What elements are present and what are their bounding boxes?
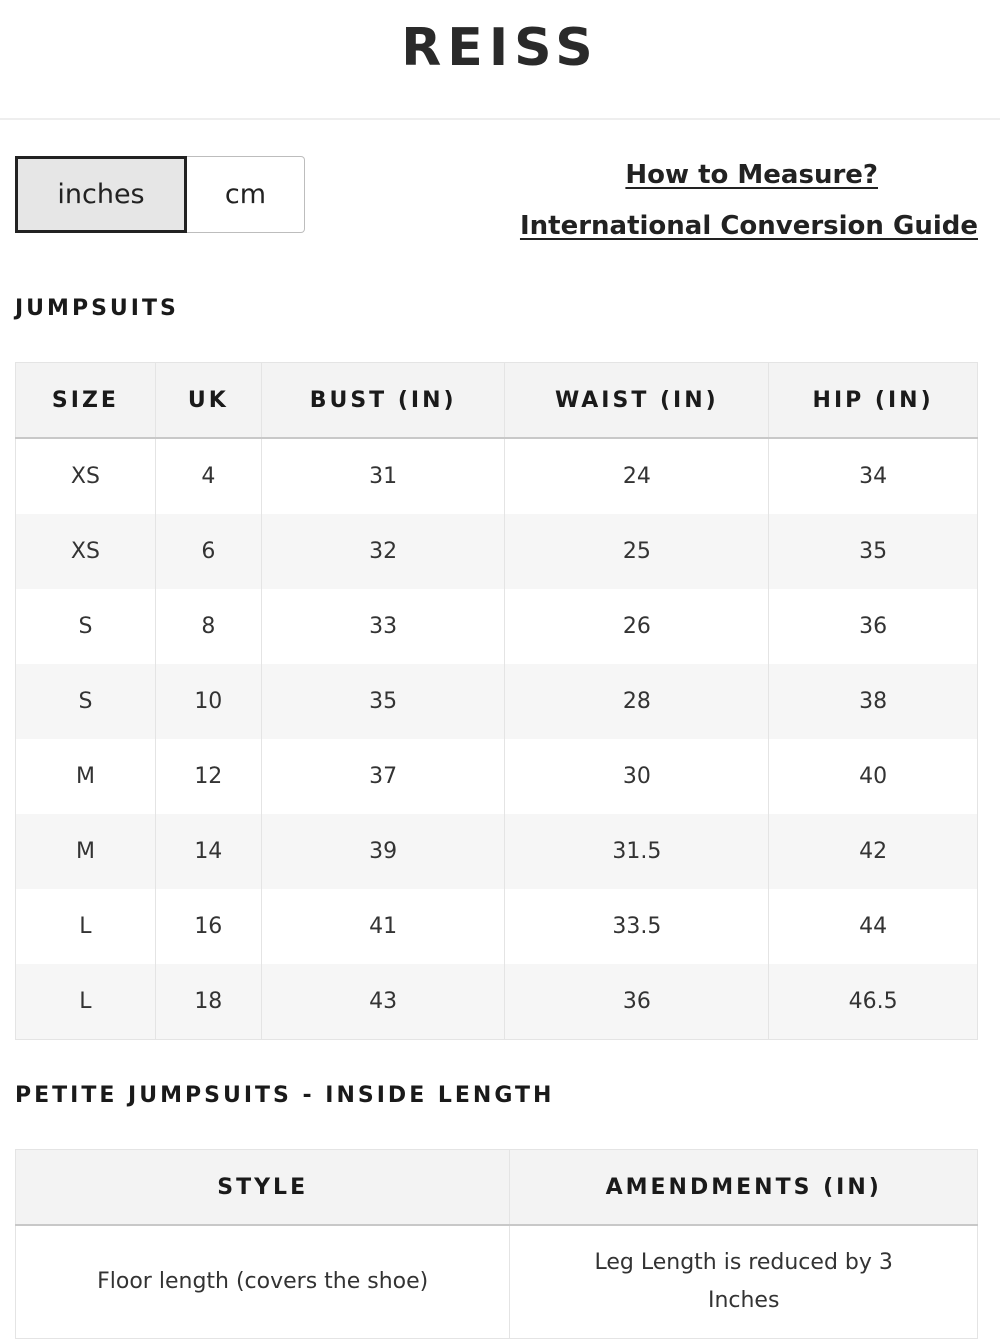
hip-cell: 40 bbox=[769, 739, 978, 814]
hip-cell: 34 bbox=[769, 438, 978, 514]
waist-cell: 28 bbox=[505, 664, 769, 739]
amendment-cell: Leg Length is reduced by 3 Inches bbox=[510, 1225, 978, 1339]
size-cell: L bbox=[16, 889, 156, 964]
uk-cell: 4 bbox=[155, 438, 261, 514]
table-row bbox=[16, 889, 978, 964]
uk-cell: 14 bbox=[155, 814, 261, 889]
bust-cell: 33 bbox=[261, 589, 505, 664]
column-header-style: STYLE bbox=[16, 1150, 510, 1226]
hip-cell: 42 bbox=[769, 814, 978, 889]
uk-cell: 6 bbox=[155, 514, 261, 589]
hip-cell: 35 bbox=[769, 514, 978, 589]
bust-cell: 31 bbox=[261, 438, 505, 514]
waist-cell: 24 bbox=[505, 438, 769, 514]
uk-cell: 12 bbox=[155, 739, 261, 814]
table-row bbox=[16, 589, 978, 664]
bust-cell: 35 bbox=[261, 664, 505, 739]
waist-cell: 31.5 bbox=[505, 814, 769, 889]
uk-cell: 10 bbox=[155, 664, 261, 739]
table-row bbox=[16, 964, 978, 1040]
bust-cell: 37 bbox=[261, 739, 505, 814]
table-row bbox=[16, 1225, 978, 1339]
size-cell: XS bbox=[16, 438, 156, 514]
brand-logo[interactable]: REISS bbox=[401, 18, 599, 78]
size-cell: L bbox=[16, 964, 156, 1040]
bust-cell: 41 bbox=[261, 889, 505, 964]
column-header-amendments: AMENDMENTS (IN) bbox=[510, 1150, 978, 1226]
hip-cell: 38 bbox=[769, 664, 978, 739]
bust-cell: 32 bbox=[261, 514, 505, 589]
waist-cell: 36 bbox=[505, 964, 769, 1040]
style-cell: Floor length (covers the shoe) bbox=[16, 1225, 510, 1339]
column-header-uk: UK bbox=[155, 363, 261, 439]
uk-cell: 16 bbox=[155, 889, 261, 964]
jumpsuits-title: JUMPSUITS bbox=[15, 296, 179, 321]
unit-toggle bbox=[15, 156, 305, 233]
column-header-size: SIZE bbox=[16, 363, 156, 439]
jumpsuits-size-table bbox=[15, 362, 978, 1040]
table-row bbox=[16, 514, 978, 589]
column-header-bust: BUST (IN) bbox=[261, 363, 505, 439]
size-cell: S bbox=[16, 589, 156, 664]
table-row bbox=[16, 739, 978, 814]
petite-jumpsuits-title: PETITE JUMPSUITS - INSIDE LENGTH bbox=[15, 1083, 555, 1108]
petite-inside-length-table bbox=[15, 1149, 978, 1339]
unit-inches-button[interactable]: inches bbox=[15, 156, 187, 233]
table-row bbox=[16, 814, 978, 889]
hip-cell: 44 bbox=[769, 889, 978, 964]
waist-cell: 25 bbox=[505, 514, 769, 589]
waist-cell: 26 bbox=[505, 589, 769, 664]
hip-cell: 36 bbox=[769, 589, 978, 664]
conversion-guide-link[interactable]: International Conversion Guide bbox=[519, 211, 978, 241]
how-to-measure-link[interactable]: How to Measure? bbox=[625, 160, 878, 190]
uk-cell: 18 bbox=[155, 964, 261, 1040]
unit-cm-button[interactable]: cm bbox=[187, 156, 305, 233]
table-row bbox=[16, 438, 978, 514]
table-header-row bbox=[16, 1150, 978, 1226]
size-cell: M bbox=[16, 814, 156, 889]
table-row bbox=[16, 664, 978, 739]
waist-cell: 30 bbox=[505, 739, 769, 814]
size-cell: XS bbox=[16, 514, 156, 589]
bust-cell: 43 bbox=[261, 964, 505, 1040]
waist-cell: 33.5 bbox=[505, 889, 769, 964]
hip-cell: 46.5 bbox=[769, 964, 978, 1040]
help-links bbox=[508, 160, 978, 241]
size-cell: S bbox=[16, 664, 156, 739]
size-cell: M bbox=[16, 739, 156, 814]
site-header bbox=[0, 0, 1000, 120]
column-header-hip: HIP (IN) bbox=[769, 363, 978, 439]
column-header-waist: WAIST (IN) bbox=[505, 363, 769, 439]
uk-cell: 8 bbox=[155, 589, 261, 664]
bust-cell: 39 bbox=[261, 814, 505, 889]
table-header-row bbox=[16, 363, 978, 439]
